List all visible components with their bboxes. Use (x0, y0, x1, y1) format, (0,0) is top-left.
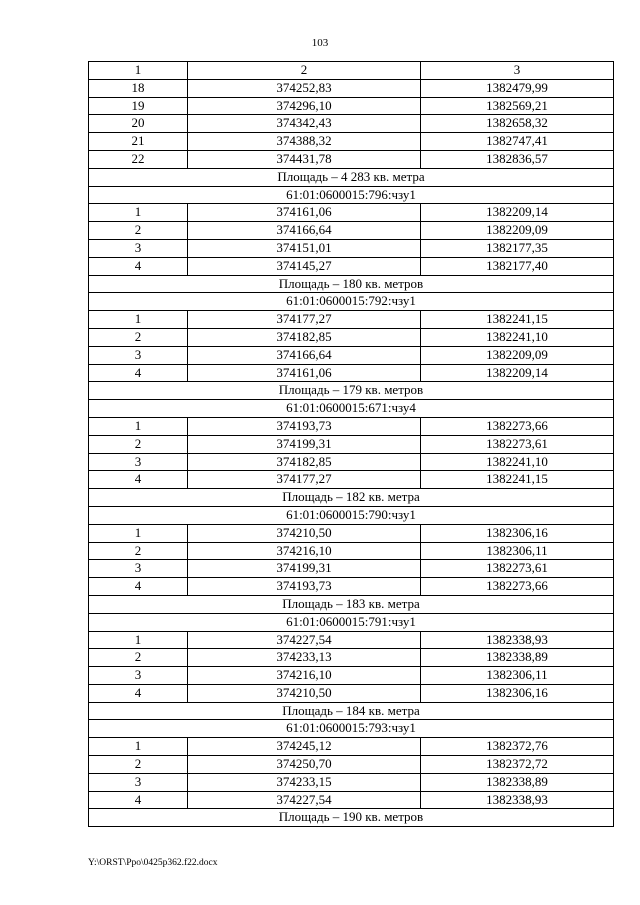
header-cell-point: 1 (89, 62, 188, 80)
y-coordinate-cell: 1382209,14 (421, 204, 614, 222)
y-coordinate-cell: 1382273,61 (421, 435, 614, 453)
area-label: Площадь – 4 283 кв. метра (89, 168, 614, 186)
table-row (89, 97, 614, 115)
y-coordinate-cell: 1382241,15 (421, 471, 614, 489)
x-coordinate-cell: 374216,10 (188, 542, 421, 560)
x-coordinate-cell: 374388,32 (188, 133, 421, 151)
cadastral-number: 61:01:0600015:793:чзу1 (89, 720, 614, 738)
y-coordinate-cell: 1382177,35 (421, 239, 614, 257)
point-number-cell: 1 (89, 204, 188, 222)
point-number-cell: 2 (89, 435, 188, 453)
cadastral-number: 61:01:0600015:790:чзу1 (89, 506, 614, 524)
x-coordinate-cell: 374182,85 (188, 328, 421, 346)
point-number-cell: 1 (89, 524, 188, 542)
table-row (89, 453, 614, 471)
cadastral-row (89, 720, 614, 738)
y-coordinate-cell: 1382273,61 (421, 560, 614, 578)
table-row (89, 738, 614, 756)
x-coordinate-cell: 374199,31 (188, 435, 421, 453)
point-number-cell: 4 (89, 578, 188, 596)
point-number-cell: 3 (89, 346, 188, 364)
point-number-cell: 2 (89, 756, 188, 774)
point-number-cell: 3 (89, 667, 188, 685)
area-row (89, 595, 614, 613)
point-number-cell: 4 (89, 364, 188, 382)
area-label: Площадь – 184 кв. метра (89, 702, 614, 720)
x-coordinate-cell: 374216,10 (188, 667, 421, 685)
x-coordinate-cell: 374166,64 (188, 346, 421, 364)
header-cell-y: 3 (421, 62, 614, 80)
point-number-cell: 4 (89, 257, 188, 275)
file-path-footer: Y:\ORST\Ppo\0425p362.f22.docx (88, 858, 218, 868)
coordinates-table (88, 61, 614, 827)
x-coordinate-cell: 374210,50 (188, 524, 421, 542)
cadastral-row (89, 293, 614, 311)
table-row (89, 649, 614, 667)
point-number-cell: 1 (89, 631, 188, 649)
y-coordinate-cell: 1382658,32 (421, 115, 614, 133)
point-number-cell: 3 (89, 560, 188, 578)
point-number-cell: 19 (89, 97, 188, 115)
point-number-cell: 18 (89, 79, 188, 97)
y-coordinate-cell: 1382273,66 (421, 578, 614, 596)
table-row (89, 756, 614, 774)
x-coordinate-cell: 374252,83 (188, 79, 421, 97)
y-coordinate-cell: 1382241,15 (421, 311, 614, 329)
cadastral-row (89, 186, 614, 204)
cadastral-number: 61:01:0600015:796:чзу1 (89, 186, 614, 204)
point-number-cell: 20 (89, 115, 188, 133)
point-number-cell: 4 (89, 791, 188, 809)
y-coordinate-cell: 1382241,10 (421, 328, 614, 346)
area-row (89, 809, 614, 827)
point-number-cell: 3 (89, 453, 188, 471)
y-coordinate-cell: 1382338,93 (421, 631, 614, 649)
area-label: Площадь – 179 кв. метров (89, 382, 614, 400)
table-row (89, 364, 614, 382)
table-row (89, 239, 614, 257)
y-coordinate-cell: 1382209,14 (421, 364, 614, 382)
point-number-cell: 2 (89, 328, 188, 346)
table-row (89, 204, 614, 222)
table-row (89, 471, 614, 489)
x-coordinate-cell: 374227,54 (188, 791, 421, 809)
point-number-cell: 2 (89, 649, 188, 667)
x-coordinate-cell: 374145,27 (188, 257, 421, 275)
table-row (89, 435, 614, 453)
y-coordinate-cell: 1382338,93 (421, 791, 614, 809)
area-label: Площадь – 190 кв. метров (89, 809, 614, 827)
y-coordinate-cell: 1382306,11 (421, 667, 614, 685)
table-row (89, 631, 614, 649)
y-coordinate-cell: 1382306,11 (421, 542, 614, 560)
table-row (89, 417, 614, 435)
table-row (89, 311, 614, 329)
table-row (89, 542, 614, 560)
cadastral-number: 61:01:0600015:791:чзу1 (89, 613, 614, 631)
y-coordinate-cell: 1382372,76 (421, 738, 614, 756)
table-row (89, 773, 614, 791)
table-row (89, 222, 614, 240)
point-number-cell: 2 (89, 222, 188, 240)
table-row (89, 791, 614, 809)
table-row (89, 150, 614, 168)
y-coordinate-cell: 1382836,57 (421, 150, 614, 168)
x-coordinate-cell: 374210,50 (188, 684, 421, 702)
y-coordinate-cell: 1382479,99 (421, 79, 614, 97)
x-coordinate-cell: 374151,01 (188, 239, 421, 257)
y-coordinate-cell: 1382338,89 (421, 649, 614, 667)
x-coordinate-cell: 374166,64 (188, 222, 421, 240)
area-label: Площадь – 183 кв. метра (89, 595, 614, 613)
table-row (89, 667, 614, 685)
point-number-cell: 3 (89, 773, 188, 791)
cadastral-number: 61:01:0600015:792:чзу1 (89, 293, 614, 311)
y-coordinate-cell: 1382209,09 (421, 346, 614, 364)
table-row (89, 328, 614, 346)
point-number-cell: 4 (89, 684, 188, 702)
y-coordinate-cell: 1382372,72 (421, 756, 614, 774)
y-coordinate-cell: 1382306,16 (421, 684, 614, 702)
point-number-cell: 22 (89, 150, 188, 168)
point-number-cell: 3 (89, 239, 188, 257)
area-row (89, 489, 614, 507)
table-row (89, 524, 614, 542)
area-row (89, 382, 614, 400)
area-row (89, 168, 614, 186)
page-number: 103 (311, 37, 329, 49)
cadastral-row (89, 506, 614, 524)
point-number-cell: 1 (89, 738, 188, 756)
table-row (89, 79, 614, 97)
coordinates-table-body (89, 62, 614, 827)
x-coordinate-cell: 374245,12 (188, 738, 421, 756)
x-coordinate-cell: 374193,73 (188, 578, 421, 596)
area-row (89, 702, 614, 720)
cadastral-row (89, 400, 614, 418)
x-coordinate-cell: 374250,70 (188, 756, 421, 774)
point-number-cell: 21 (89, 133, 188, 151)
y-coordinate-cell: 1382273,66 (421, 417, 614, 435)
table-row (89, 257, 614, 275)
area-label: Площадь – 182 кв. метра (89, 489, 614, 507)
x-coordinate-cell: 374161,06 (188, 364, 421, 382)
y-coordinate-cell: 1382306,16 (421, 524, 614, 542)
y-coordinate-cell: 1382569,21 (421, 97, 614, 115)
table-row (89, 133, 614, 151)
x-coordinate-cell: 374233,13 (188, 649, 421, 667)
x-coordinate-cell: 374296,10 (188, 97, 421, 115)
x-coordinate-cell: 374177,27 (188, 471, 421, 489)
x-coordinate-cell: 374227,54 (188, 631, 421, 649)
x-coordinate-cell: 374233,15 (188, 773, 421, 791)
cadastral-number: 61:01:0600015:671:чзу4 (89, 400, 614, 418)
x-coordinate-cell: 374193,73 (188, 417, 421, 435)
y-coordinate-cell: 1382177,40 (421, 257, 614, 275)
header-cell-x: 2 (188, 62, 421, 80)
table-row (89, 115, 614, 133)
point-number-cell: 4 (89, 471, 188, 489)
table-row (89, 684, 614, 702)
y-coordinate-cell: 1382241,10 (421, 453, 614, 471)
table-row (89, 346, 614, 364)
cadastral-row (89, 613, 614, 631)
table-header-row (89, 62, 614, 80)
y-coordinate-cell: 1382747,41 (421, 133, 614, 151)
x-coordinate-cell: 374177,27 (188, 311, 421, 329)
x-coordinate-cell: 374199,31 (188, 560, 421, 578)
area-label: Площадь – 180 кв. метров (89, 275, 614, 293)
point-number-cell: 1 (89, 417, 188, 435)
area-row (89, 275, 614, 293)
x-coordinate-cell: 374182,85 (188, 453, 421, 471)
x-coordinate-cell: 374161,06 (188, 204, 421, 222)
table-row (89, 578, 614, 596)
table-row (89, 560, 614, 578)
point-number-cell: 2 (89, 542, 188, 560)
point-number-cell: 1 (89, 311, 188, 329)
x-coordinate-cell: 374342,43 (188, 115, 421, 133)
x-coordinate-cell: 374431,78 (188, 150, 421, 168)
y-coordinate-cell: 1382209,09 (421, 222, 614, 240)
y-coordinate-cell: 1382338,89 (421, 773, 614, 791)
